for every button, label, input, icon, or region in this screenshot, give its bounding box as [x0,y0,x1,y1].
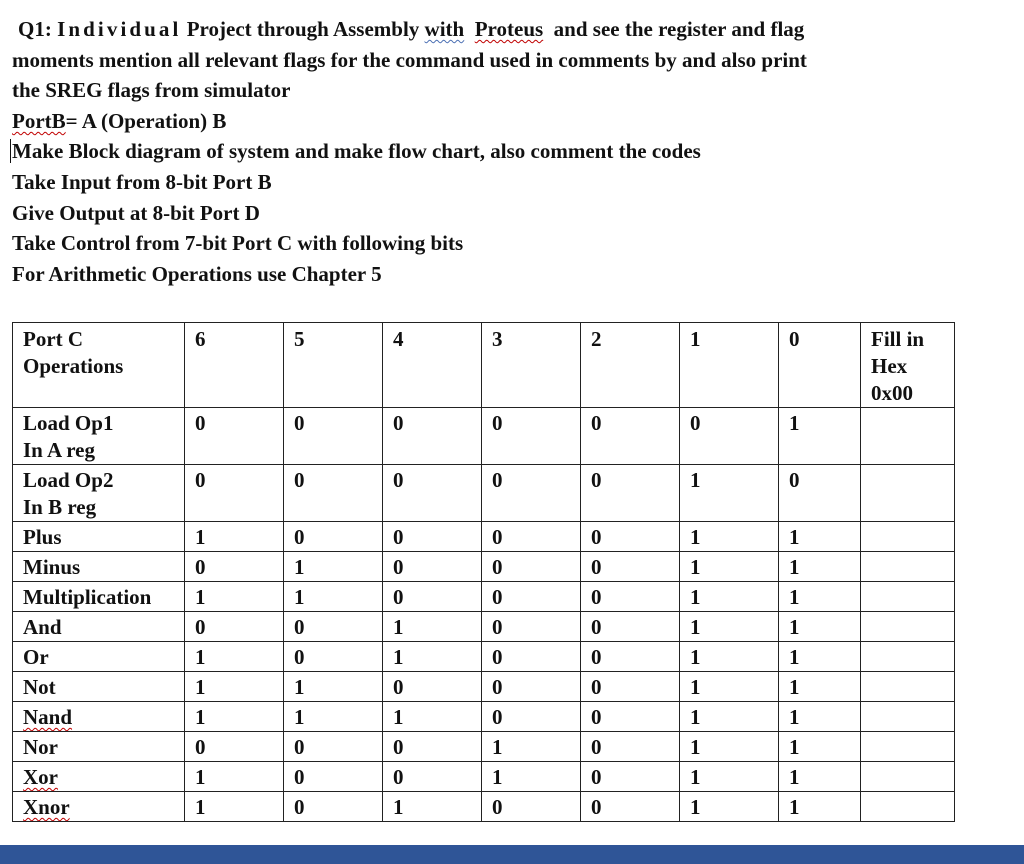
bit-cell: 0 [581,672,680,702]
bit-cell: 0 [581,522,680,552]
bit-cell: 1 [680,465,779,522]
block-diagram-text: Make Block diagram of system and make flow chart, also comment the codes [12,139,701,164]
bit-cell: 0 [482,672,581,702]
bit-cell: 0 [185,732,284,762]
header-hex-cell [861,323,955,408]
bit-cell: 1 [779,792,861,822]
bit-cell: 1 [680,612,779,642]
operation-name: In B reg [23,495,97,519]
header-port-c: Port C [23,327,84,351]
hex-fill-cell[interactable] [861,408,955,465]
bit-cell: 0 [482,642,581,672]
bit-cell: 1 [383,612,482,642]
bit-cell: 0 [383,522,482,552]
bit-cell: 0 [482,522,581,552]
bit-cell: 0 [482,465,581,522]
header-operations: Operations [23,354,124,378]
bit-cell: 0 [185,552,284,582]
question-line-7: Give Output at 8-bit Port D [12,200,260,225]
bit-cell: 0 [383,552,482,582]
operation-name-cell [13,732,185,762]
operation-name-cell [13,792,185,822]
bit-cell: 1 [383,702,482,732]
portb-expression: = A (Operation) B [65,108,227,133]
bit-cell: 1 [680,762,779,792]
table-row [13,792,955,822]
bit-cell: 1 [779,642,861,672]
bit-cell: 0 [185,408,284,465]
operation-name: And [23,615,62,639]
bit-cell: 0 [581,465,680,522]
header-bit-3: 3 [482,323,581,408]
bit-cell: 1 [779,612,861,642]
bit-cell: 0 [185,612,284,642]
operation-name-cell [13,582,185,612]
portb-word: PortB [12,108,66,133]
header-fill-in: Fill in [871,327,925,351]
question-line-8: Take Control from 7-bit Port C with following bits [12,231,464,256]
bit-cell: 0 [482,792,581,822]
table-row [13,522,955,552]
operation-name-cell [13,762,185,792]
bit-cell: 0 [482,408,581,465]
bit-cell: 0 [680,408,779,465]
bit-cell: 1 [185,762,284,792]
table-row [13,408,955,465]
operation-name-cell [13,702,185,732]
table-row [13,552,955,582]
bit-cell: 0 [581,552,680,582]
operation-name-cell [13,642,185,672]
question-word-proteus: Proteus [474,17,544,41]
header-hex-format: 0x00 [871,381,913,405]
bit-cell: 1 [779,408,861,465]
port-c-operations-table [12,322,955,822]
table-row [13,702,955,732]
bit-cell: 1 [680,792,779,822]
question-spacer [464,17,475,41]
bit-cell: 1 [680,552,779,582]
bit-cell: 0 [383,582,482,612]
bit-cell: 1 [185,792,284,822]
table-row [13,465,955,522]
bit-cell: 0 [383,465,482,522]
operations-table-body [13,323,955,822]
bit-cell: 1 [185,642,284,672]
operation-name [23,704,180,731]
operation-name-text: Xnor [23,795,70,819]
operation-name-text: Xor [23,765,58,789]
hex-fill-cell[interactable] [861,792,955,822]
bit-cell: 1 [185,522,284,552]
operation-name: Or [23,645,49,669]
bit-cell: 0 [284,642,383,672]
hex-fill-cell[interactable] [861,702,955,732]
hex-fill-cell[interactable] [861,582,955,612]
table-header-row [13,323,955,408]
header-hex: Hex [871,354,908,378]
header-bit-6: 6 [185,323,284,408]
bit-cell: 1 [680,732,779,762]
header-bit-0: 0 [779,323,861,408]
question-line-5 [12,136,1012,167]
question-text-2: and see the register and flag [543,17,805,41]
operation-name-cell [13,552,185,582]
bit-cell: 0 [581,408,680,465]
footer-bar [0,845,1024,864]
bit-cell: 0 [482,582,581,612]
bit-cell: 0 [383,408,482,465]
bit-cell: 1 [779,582,861,612]
operation-name: In A reg [23,438,95,462]
bit-cell: 0 [185,465,284,522]
bit-cell: 0 [284,408,383,465]
question-prefix: Q1: [18,17,58,41]
bit-cell: 0 [581,762,680,792]
bit-cell: 1 [482,762,581,792]
document-body [12,14,1012,289]
hex-fill-cell[interactable] [861,732,955,762]
bit-cell: 1 [680,582,779,612]
question-line-3: the SREG flags from simulator [12,78,291,103]
bit-cell: 0 [284,465,383,522]
bit-cell: 0 [581,702,680,732]
bit-cell: 0 [284,732,383,762]
hex-fill-cell[interactable] [861,642,955,672]
operation-name-text: Nand [23,705,73,729]
table-row [13,582,955,612]
question-line-9: For Arithmetic Operations use Chapter 5 [12,261,382,286]
bit-cell: 1 [779,762,861,792]
operation-name-cell [13,408,185,465]
bit-cell: 0 [284,522,383,552]
bit-cell: 0 [581,732,680,762]
table-row [13,732,955,762]
operation-name [23,794,180,821]
bit-cell: 0 [383,762,482,792]
hex-fill-cell[interactable] [861,522,955,552]
bit-cell: 1 [779,522,861,552]
bit-cell: 0 [779,465,861,522]
operation-name-cell [13,672,185,702]
bit-cell: 1 [680,522,779,552]
bit-cell: 1 [284,552,383,582]
question-line-1 [12,14,1012,45]
hex-fill-cell[interactable] [861,672,955,702]
bit-cell: 1 [185,702,284,732]
hex-fill-cell[interactable] [861,762,955,792]
hex-fill-cell[interactable] [861,612,955,642]
header-bit-1: 1 [680,323,779,408]
operation-name: Multiplication [23,585,152,609]
question-word-with: with [424,17,465,41]
table-row [13,642,955,672]
bit-cell: 1 [680,642,779,672]
question-line-2: moments mention all relevant flags for the command used in comments by and also print [12,47,807,72]
operation-name: Minus [23,555,81,579]
operation-name: Plus [23,525,62,549]
header-bit-2: 2 [581,323,680,408]
bit-cell: 1 [383,642,482,672]
bit-cell: 0 [284,762,383,792]
bit-cell: 1 [284,702,383,732]
bit-cell: 1 [482,732,581,762]
bit-cell: 0 [284,792,383,822]
bit-cell: 0 [581,642,680,672]
question-line-6: Take Input from 8-bit Port B [12,169,272,194]
bit-cell: 1 [185,582,284,612]
operation-name-cell [13,612,185,642]
bit-cell: 1 [779,672,861,702]
bit-cell: 0 [581,612,680,642]
operation-name: Load Op1 [23,411,114,435]
bit-cell: 0 [581,582,680,612]
table-row [13,672,955,702]
question-line-4 [12,106,1012,137]
hex-fill-cell[interactable] [861,465,955,522]
operation-name-cell [13,522,185,552]
bit-cell: 0 [482,702,581,732]
question-text-1: Project through Assembly [181,17,425,41]
question-spaced-word: Individual [57,17,182,41]
header-bit-5: 5 [284,323,383,408]
bit-cell: 1 [185,672,284,702]
bit-cell: 1 [284,582,383,612]
header-port-c-cell [13,323,185,408]
bit-cell: 0 [482,612,581,642]
bit-cell: 1 [779,732,861,762]
bit-cell: 1 [284,672,383,702]
header-bit-4: 4 [383,323,482,408]
bit-cell: 1 [680,672,779,702]
bit-cell: 1 [383,792,482,822]
operation-name: Nor [23,735,58,759]
table-row [13,762,955,792]
hex-fill-cell[interactable] [861,552,955,582]
bit-cell: 0 [383,672,482,702]
bit-cell: 0 [284,612,383,642]
bit-cell: 1 [779,552,861,582]
operation-name: Not [23,675,56,699]
table-row [13,612,955,642]
bit-cell: 1 [680,702,779,732]
bit-cell: 1 [779,702,861,732]
bit-cell: 0 [581,792,680,822]
operation-name: Load Op2 [23,468,114,492]
bit-cell: 0 [482,552,581,582]
operation-name-cell [13,465,185,522]
operation-name [23,764,180,791]
bit-cell: 0 [383,732,482,762]
